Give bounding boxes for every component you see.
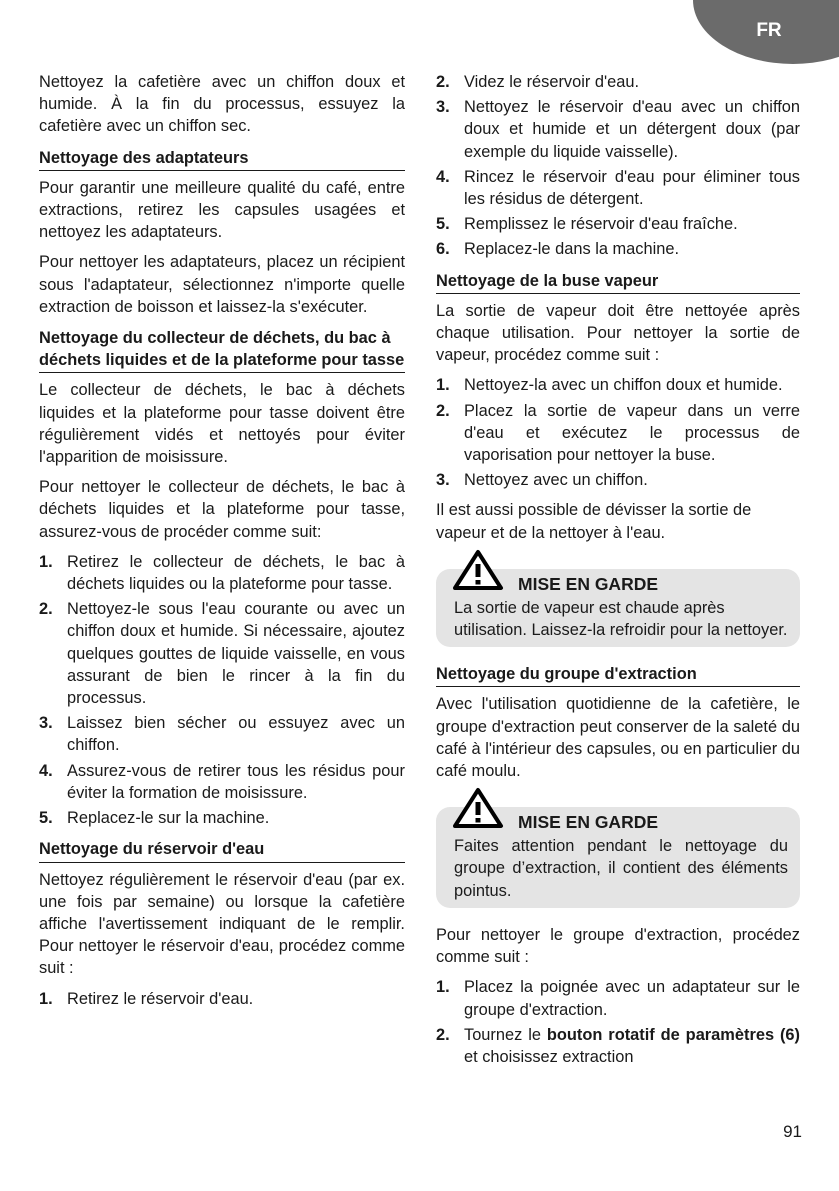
step-number: 1. <box>436 978 450 997</box>
step-number: 1. <box>39 989 53 1008</box>
list-item <box>436 96 800 163</box>
step-number: 3. <box>39 714 53 733</box>
step-number: 1. <box>39 552 53 571</box>
list-item <box>436 976 800 1020</box>
warning-text: Faites attention pendant le nettoyage du groupe d’extraction, il contient des éléments pointus. <box>454 837 788 900</box>
step-number: 2. <box>39 600 53 619</box>
list-item <box>436 469 800 491</box>
list-item <box>436 71 800 93</box>
step-number: 3. <box>436 98 450 117</box>
step-text: Remplissez le réservoir d'eau fraîche. <box>464 215 738 234</box>
list-item <box>436 1024 800 1068</box>
step-text: Nettoyez le réservoir d'eau avec un chiffon doux et humide et un détergent doux (par exemple du liquide vaisselle). <box>464 98 800 161</box>
step-number: 4. <box>436 167 450 186</box>
list-item <box>39 712 405 756</box>
warning-triangle-icon <box>452 549 504 591</box>
list-item <box>436 213 800 235</box>
step-text: Nettoyez-le sous l'eau courante ou avec un chiffon doux et humide. Si nécessaire, ajoutez quelques gouttes de liquide vaisselle, en vous assurant de bien le rincer à la fin du processus. <box>67 600 405 708</box>
step-number: 3. <box>436 471 450 490</box>
step-text: Rincez le réservoir d'eau pour éliminer tous les résidus de détergent. <box>464 167 800 209</box>
reservoir-paragraph: Nettoyez régulièrement le réservoir d'eau (par ex. une fois par semaine) ou lorsque la cafetière affiche l'avertissement indiquant de le remplir. Pour nettoyer le réservoir d'eau, procédez comme suit : <box>39 870 405 978</box>
step-text-end: et choisissez extraction <box>464 1047 634 1066</box>
step-text: Replacez-le dans la machine. <box>464 240 680 259</box>
step-number: 5. <box>39 809 53 828</box>
reservoir-heading: Nettoyage du réservoir d'eau <box>39 838 405 862</box>
adapters-heading: Nettoyage des adaptateurs <box>39 147 405 171</box>
extraction-steps <box>436 976 800 1068</box>
left-column <box>39 71 405 1018</box>
list-item <box>436 374 800 396</box>
extraction-paragraph-1: Avec l'utilisation quotidienne de la cafetière, le groupe d'extraction peut conserver de la saleté du café à l'intérieur des capsules, ou en particulier du café moulu. <box>436 695 800 781</box>
page-number: 91 <box>783 1122 802 1141</box>
step-text: Placez la poignée avec un adaptateur sur le groupe d'extraction. <box>464 978 800 1019</box>
list-item <box>39 807 405 829</box>
intro-paragraph: Nettoyez la cafetière avec un chiffon doux et humide. À la fin du processus, essuyez la cafetière avec un chiffon sec. <box>39 73 405 136</box>
step-number: 6. <box>436 240 450 259</box>
warning-text: La sortie de vapeur est chaude après utilisation. Laissez-la refroidir pour la nettoyer. <box>454 598 788 640</box>
step-text: Assurez-vous de retirer tous les résidus pour éviter la formation de moisissure. <box>67 761 405 802</box>
step-text: Videz le réservoir d'eau. <box>464 73 640 91</box>
language-label: FR <box>756 20 782 41</box>
step-number: 2. <box>436 401 450 420</box>
step-number: 1. <box>436 376 450 395</box>
steam-heading: Nettoyage de la buse vapeur <box>436 270 800 294</box>
collector-heading: Nettoyage du collecteur de déchets, du bac à déchets liquides et de la plateforme pour tasse <box>39 327 405 373</box>
collector-paragraph-1: Le collecteur de déchets, le bac à déchets liquides et la plateforme pour tasse doivent être régulièrement vidés et nettoyés pour éviter l'apparition de moisissure. <box>39 381 405 467</box>
list-item <box>39 598 405 709</box>
collector-paragraph-2: Pour nettoyer le collecteur de déchets, le bac à déchets liquides et la plateforme pour tasse, assurez-vous de procéder comme suit: <box>39 478 405 541</box>
adapters-paragraph-2: Pour nettoyer les adaptateurs, placez un récipient sous l'adaptateur, sélectionnez n'importe quelle extraction de boisson et laissez-la s'exécuter. <box>39 253 405 316</box>
reservoir-steps-start <box>39 988 405 1010</box>
step-text: Replacez-le sur la machine. <box>67 809 270 828</box>
step-text: Nettoyez-la avec un chiffon doux et humide. <box>464 376 783 395</box>
step-text: Placez la sortie de vapeur dans un verre d'eau et exécutez le processus de vaporisation pour nettoyer la buse. <box>464 401 800 465</box>
right-column <box>436 71 800 1076</box>
list-item <box>39 551 405 595</box>
list-item <box>436 166 800 210</box>
step-number: 4. <box>39 761 53 780</box>
steam-paragraph-2: Il est aussi possible de dévisser la sortie de vapeur et de la nettoyer à l'eau. <box>436 501 752 542</box>
step-text-bold: bouton rotatif de paramètres (6) <box>546 1025 800 1044</box>
collector-steps <box>39 551 405 829</box>
list-item <box>436 400 800 467</box>
step-text-start: Tournez le <box>464 1025 541 1044</box>
step-number: 2. <box>436 73 450 91</box>
step-text: Nettoyez avec un chiffon. <box>464 471 648 490</box>
list-item <box>39 760 405 804</box>
extraction-warning <box>436 790 800 908</box>
step-text: Retirez le réservoir d'eau. <box>67 989 254 1008</box>
steam-paragraph-1: La sortie de vapeur doit être nettoyée après chaque utilisation. Pour nettoyer la sortie de vapeur, procédez comme suit : <box>436 301 800 365</box>
steam-warning <box>436 552 800 647</box>
step-number: 5. <box>436 215 450 234</box>
warning-triangle-icon <box>452 787 504 829</box>
list-item <box>39 988 405 1010</box>
extraction-heading: Nettoyage du groupe d'extraction <box>436 663 800 687</box>
step-number: 2. <box>436 1025 450 1044</box>
adapters-paragraph-1: Pour garantir une meilleure qualité du café, entre extractions, retirez les capsules usagées et nettoyez les adaptateurs. <box>39 178 405 242</box>
step-text: Retirez le collecteur de déchets, le bac à déchets liquides ou la plateforme pour tasse. <box>67 552 405 594</box>
list-item <box>436 238 800 260</box>
step-text: Laissez bien sécher ou essuyez avec un chiffon. <box>67 714 405 755</box>
warning-title: MISE EN GARDE <box>518 812 659 833</box>
reservoir-steps-continued <box>436 71 800 261</box>
warning-title: MISE EN GARDE <box>518 573 659 594</box>
steam-steps <box>436 374 800 491</box>
extraction-paragraph-2: Pour nettoyer le groupe d'extraction, procédez comme suit : <box>436 925 800 967</box>
